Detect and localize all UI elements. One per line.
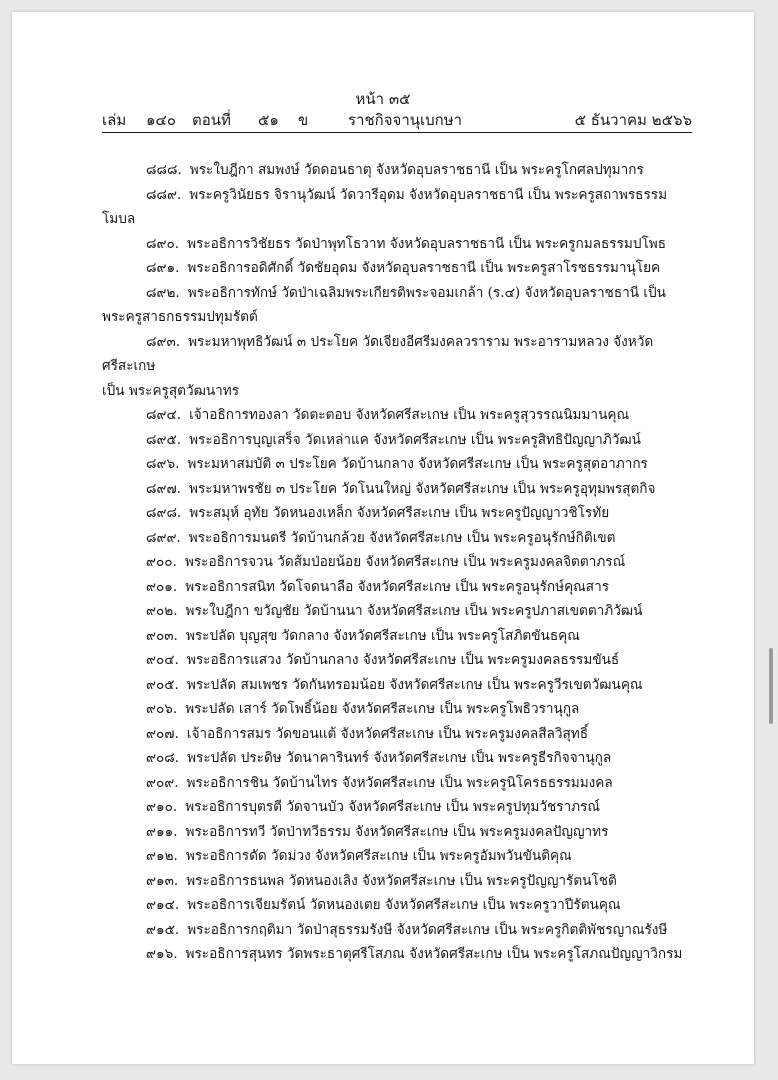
issue-label: ตอนที่ <box>192 111 231 129</box>
entry-text: พระปลัด ประดิษ วัดนาคารินทร์ จังหวัดศรีสะเกษ เป็น พระครูธีรกิจจานุกูล <box>187 750 612 766</box>
list-item <box>102 869 692 894</box>
entry-text: พระมหาพรชัย ๓ ประโยค วัดโนนใหญ่ จังหวัดศรีสะเกษ เป็น พระครูอุทุมพรสุตกิจ <box>189 480 656 497</box>
entry-text: พระอธิการแสวง วัดบ้านกลาง จังหวัดศรีสะเกษ เป็น พระครูมงคลธรรมขันธ์ <box>186 652 620 668</box>
list-item <box>102 477 692 502</box>
publication-date: ๕ ธันวาคม ๒๕๖๖ <box>574 111 692 129</box>
list-item <box>102 918 692 943</box>
entry-text: พระอธิการทักษ์ วัดป่าเฉลิมพระเกียรติพระจอมเกล้า (ร.๔) จังหวัดอุบลราชธานี เป็น <box>187 284 666 301</box>
entry-number: ๘๙๓. <box>146 333 181 350</box>
entry-text: พระมหาพุทธิวัฒน์ ๓ ประโยค วัดเจียงอีศรีมงคลวราราม พระอารามหลวง จังหวัดศรีสะเกษ <box>102 333 654 374</box>
list-item <box>102 428 692 453</box>
volume-label: เล่ม <box>102 111 127 129</box>
entry-text: พระอธิการทวี วัดป่าทวีธรรม จังหวัดศรีสะเกษ เป็น พระครูมงคลปัญญาทร <box>185 823 609 840</box>
entry-number: ๘๘๙. <box>146 186 182 203</box>
list-item <box>102 893 692 918</box>
entry-text: พระอธิการดัด วัดม่วง จังหวัดศรีสะเกษ เป็น พระครูอัมพวันขันติคุณ <box>185 848 572 864</box>
scrollbar-thumb[interactable] <box>769 648 773 724</box>
list-item <box>102 771 692 796</box>
list-item <box>102 648 692 673</box>
entry-number: ๘๙๗. <box>146 480 181 497</box>
list-item <box>102 820 692 845</box>
entry-number: ๙๐๔. <box>146 652 179 668</box>
entry-number: ๙๐๐. <box>146 554 177 570</box>
entry-number: ๙๐๓. <box>146 627 178 644</box>
entry-number: ๙๐๕. <box>146 676 179 693</box>
entry-number: ๘๙๖. <box>146 456 180 472</box>
entry-text: พระใบฎีกา สมพงษ์ วัดดอนธาตุ จังหวัดอุบลราชธานี เป็น พระครูโกศลปทุมากร <box>189 162 644 178</box>
list-item <box>102 844 692 869</box>
entry-text: พระมหาสมบัติ ๓ ประโยค วัดบ้านกลาง จังหวัดศรีสะเกษ เป็น พระครูสุตอาภากร <box>187 456 648 472</box>
issue-number: ๕๑ <box>258 111 279 129</box>
list-item <box>102 281 692 330</box>
list-item <box>102 256 692 281</box>
entry-number: ๘๙๕. <box>146 431 182 448</box>
list-item <box>102 673 692 698</box>
list-item <box>102 624 692 649</box>
entry-text: พระอธิการวิชัยธร วัดป่าพุทโธวาท จังหวัดอุบลราชธานี เป็น พระครูกมลธรรมปโพธ <box>187 235 667 252</box>
list-item <box>102 330 692 404</box>
entry-text: พระสมุห์ อุทัย วัดหนองเหล็ก จังหวัดศรีสะเกษ เป็น พระครูปัญญาวชิโรทัย <box>189 505 610 521</box>
list-item <box>102 403 692 428</box>
page-number: หน้า ๓๕ <box>355 90 411 108</box>
entry-number: ๘๙๐. <box>146 235 180 252</box>
list-item <box>102 942 692 967</box>
list-item <box>102 158 692 183</box>
entry-number: ๙๐๗. <box>146 725 179 742</box>
entry-continuation: พระครูสาธกธรรมปทุมรัตต์ <box>102 309 258 325</box>
document-page <box>12 12 754 1064</box>
entry-text: พระอธิการจวน วัดส้มป่อยน้อย จังหวัดศรีสะเกษ เป็น พระครูมงคลจิตตาภรณ์ <box>184 554 626 570</box>
entry-text: พระปลัด บุญสุข วัดกลาง จังหวัดศรีสะเกษ เป็น พระครูโสภิตขันธคุณ <box>185 627 580 644</box>
entry-number: ๙๑๖. <box>146 946 178 962</box>
entry-text: พระปลัด เสาร์ วัดโพธิ์น้อย จังหวัดศรีสะเกษ เป็น พระครูโพธิวรานุกูล <box>185 701 580 717</box>
entry-text: พระอธิการชิน วัดบ้านไทร จังหวัดศรีสะเกษ เป็น พระครูนิโครธธรรมมงคล <box>186 774 613 791</box>
list-item <box>102 526 692 551</box>
list-item <box>102 550 692 575</box>
list-item <box>102 697 692 722</box>
entry-text: พระอธิการธนพล วัดหนองเลิง จังหวัดศรีสะเกษ เป็น พระครูปัญญารัตนโชติ <box>186 872 617 889</box>
entry-number: ๘๙๙. <box>146 529 181 546</box>
entry-number: ๙๑๕. <box>146 921 180 938</box>
entry-text: พระครูวินัยธร จิรานุวัฒน์ วัดวารีอุดม จังหวัดอุบลราชธานี เป็น พระครูสถาพรธรรมโมบล <box>102 186 668 227</box>
entry-text: พระอธิการมนตรี วัดบ้านกล้วย จังหวัดศรีสะเกษ เป็น พระครูอนุรักษ์กิติเขต <box>188 529 616 546</box>
entry-text: พระอธิการอดิศักดิ์ วัดชัยอุดม จังหวัดอุบลราชธานี เป็น พระครูสาโรชธรรมานุโยค <box>187 260 661 276</box>
section-letter: ข <box>298 111 309 129</box>
entry-number: ๘๘๘. <box>146 162 182 178</box>
entry-number: ๙๐๑. <box>146 578 178 595</box>
entry-text: พระปลัด สมเพชร วัดกันทรอมน้อย จังหวัดศรีสะเกษ เป็น พระครูวีรเขตวัฒนคุณ <box>186 676 643 693</box>
entry-text: พระอธิการเจียมรัตน์ วัดหนองเตย จังหวัดศรีสะเกษ เป็น พระครูวาปีรัตนคุณ <box>187 897 621 913</box>
entry-text: เจ้าอธิการสมร วัดขอนแต้ จังหวัดศรีสะเกษ เป็น พระครูมงคลสีลวิสุทธิ์ <box>186 725 589 742</box>
list-item <box>102 575 692 600</box>
list-item <box>102 722 692 747</box>
entry-number: ๘๙๘. <box>146 505 182 521</box>
entry-number: ๘๙๒. <box>146 284 180 301</box>
entry-number: ๙๐๒. <box>146 603 178 619</box>
entry-continuation: เป็น พระครูสุตวัฒนาทร <box>102 382 240 399</box>
entry-number: ๙๑๐. <box>146 799 178 815</box>
list-item <box>102 795 692 820</box>
list-item <box>102 183 692 232</box>
entry-number: ๙๐๘. <box>146 750 180 766</box>
volume-number: ๑๔๐ <box>146 111 177 129</box>
list-item <box>102 746 692 771</box>
entry-number: ๙๑๑. <box>146 823 178 840</box>
entry-text: เจ้าอธิการทองลา วัดตะตอบ จังหวัดศรีสะเกษ เป็น พระครูสุวรรณนิมมานคุณ <box>189 407 630 423</box>
entry-number: ๙๑๓. <box>146 872 179 889</box>
running-header <box>102 110 692 130</box>
list-item <box>102 452 692 477</box>
entry-number: ๘๙๑. <box>146 260 180 276</box>
appointment-list <box>102 158 692 967</box>
list-item <box>102 599 692 624</box>
entry-text: พระใบฎีกา ขวัญชัย วัดบ้านนา จังหวัดศรีสะเกษ เป็น พระครูปภาสเขตตาภิวัฒน์ <box>185 603 643 619</box>
entry-number: ๙๐๖. <box>146 701 178 717</box>
entry-text: พระอธิการบุญเสร็จ วัดเหล่าแค จังหวัดศรีสะเกษ เป็น พระครูสิทธิปัญญาภิวัฒน์ <box>189 431 641 448</box>
entry-number: ๙๑๔. <box>146 897 180 913</box>
gazette-title: ราชกิจจานุเบกษา <box>348 111 463 129</box>
entry-text: พระอธิการกฤติมา วัดป่าสุธรรมรังษี จังหวัดศรีสะเกษ เป็น พระครูกิตติพัชรญาณรังษี <box>187 921 668 938</box>
header-divider <box>102 132 692 133</box>
entry-number: ๘๙๔. <box>146 407 182 423</box>
list-item <box>102 232 692 257</box>
entry-number: ๙๑๒. <box>146 848 178 864</box>
list-item <box>102 501 692 526</box>
entry-text: พระอธิการสนิท วัดโจดนาลือ จังหวัดศรีสะเกษ เป็น พระครูอนุรักษ์คุณสาร <box>185 578 610 595</box>
entry-text: พระอธิการบุตรตี วัดจานบัว จังหวัดศรีสะเกษ เป็น พระครูปทุมวัชราภรณ์ <box>185 799 601 815</box>
entry-number: ๙๐๙. <box>146 774 179 791</box>
entry-text: พระอธิการสุนทร วัดพระธาตุศรีโสภณ จังหวัดศรีสะเกษ เป็น พระครูโสภณปัญญาวิกรม <box>185 946 683 962</box>
